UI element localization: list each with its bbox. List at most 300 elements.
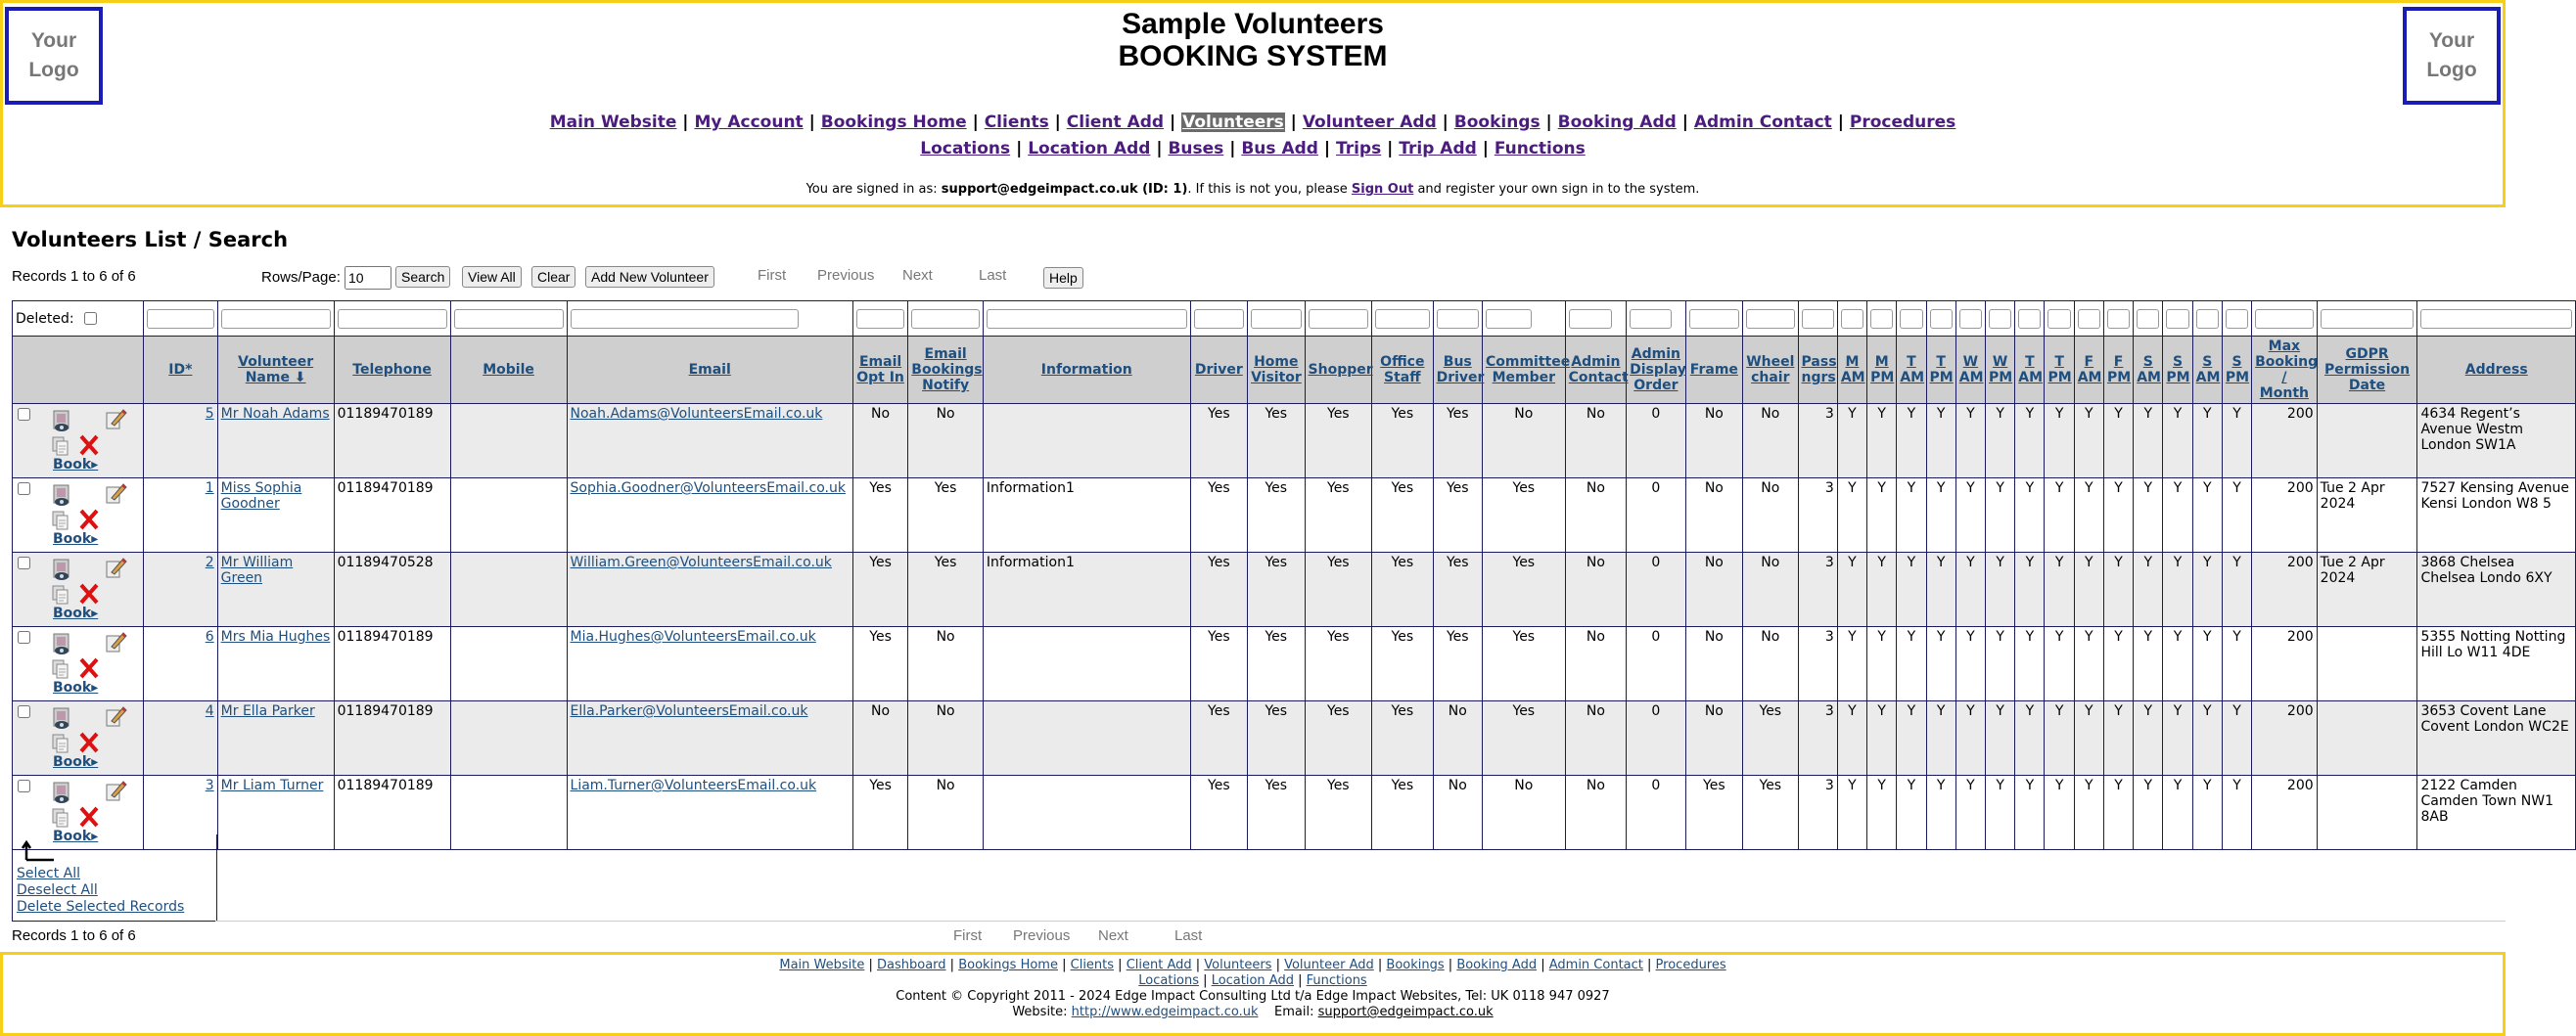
sort-s-am-link[interactable]: S AM <box>2195 354 2221 385</box>
availability-cell: Y <box>1867 404 1897 478</box>
nav-volunteer-add[interactable]: Volunteer Add <box>1284 958 1374 972</box>
availability-cell: Y <box>2015 701 2045 776</box>
book-link[interactable]: Book▸ <box>53 457 99 473</box>
view-icon <box>51 707 72 731</box>
filter-wheel-chair-input[interactable] <box>1746 309 1794 329</box>
sort-frame-link[interactable]: Frame <box>1689 362 1738 378</box>
rows-per-page-input[interactable] <box>345 266 391 290</box>
id-link[interactable]: 3 <box>205 778 214 793</box>
pager-previous[interactable]: Previous <box>817 267 875 284</box>
filter-pass-ngrs-input[interactable] <box>1802 309 1834 329</box>
nav-booking-add[interactable]: Booking Add <box>1456 958 1538 972</box>
sort-s-pm-link[interactable]: S PM <box>2225 354 2250 385</box>
sort-max-booking-month-link[interactable]: Max Booking / Month <box>2255 338 2319 401</box>
availability-cell: Y <box>1926 478 1955 553</box>
filter-shopper-input[interactable] <box>1309 309 1369 329</box>
nav-functions[interactable]: Functions <box>1306 973 1367 988</box>
filter-cell <box>450 301 567 337</box>
volunteer-name-link[interactable]: Miss Sophia Goodner <box>220 480 302 512</box>
availability-cell: Y <box>2103 701 2133 776</box>
filter-s-am-input[interactable] <box>2196 309 2219 329</box>
filter-s-pm-input[interactable] <box>2226 309 2248 329</box>
email-cell <box>567 553 852 627</box>
sort-t-pm-link[interactable]: T PM <box>1929 354 1954 385</box>
sort-email-opt-in-link[interactable]: Email Opt In <box>856 354 904 385</box>
sort-information-link[interactable]: Information <box>1040 362 1132 378</box>
filter-cell <box>852 301 907 337</box>
pager-next[interactable]: Next <box>902 267 933 284</box>
sort-volunteer-name-link[interactable]: Volunteer Name ⬇ <box>238 354 314 385</box>
availability-cell: Y <box>2222 553 2251 627</box>
filter-volunteer-name-input[interactable] <box>221 309 331 329</box>
table-row <box>13 776 2576 850</box>
volunteer-name-link[interactable]: Mr Ella Parker <box>220 703 315 719</box>
flag-cell: No <box>1482 776 1565 850</box>
sort-mobile-link[interactable]: Mobile <box>483 362 534 378</box>
filter-cell <box>1926 301 1955 337</box>
availability-cell: Y <box>1955 701 1985 776</box>
row-actions <box>13 627 144 701</box>
column-header <box>2163 337 2192 404</box>
list-toolbar <box>12 266 1186 290</box>
view-icon <box>51 484 72 508</box>
filter-driver-input[interactable] <box>1194 309 1244 329</box>
column-header <box>1798 337 1837 404</box>
site-header <box>0 0 2506 207</box>
availability-cell: Y <box>2222 627 2251 701</box>
pager-previous-bottom[interactable]: Previous <box>1013 927 1071 944</box>
nav-volunteer-add[interactable]: Volunteer Add <box>1302 113 1437 132</box>
availability-cell: Y <box>2074 478 2103 553</box>
availability-cell: Y <box>2192 776 2222 850</box>
row-checkbox[interactable] <box>18 631 30 644</box>
address-cell: 5355 Notting Notting Hill Lo W11 4DE <box>2417 627 2576 701</box>
max-booking-cell: 200 <box>2252 404 2318 478</box>
flag-cell: Yes <box>1190 553 1247 627</box>
view-icon <box>51 410 72 433</box>
delete-icon[interactable] <box>78 656 100 680</box>
sort-s-pm-link[interactable]: S PM <box>2166 354 2190 385</box>
column-header <box>2015 337 2045 404</box>
availability-cell: Y <box>2103 627 2133 701</box>
nav-dashboard[interactable]: Dashboard <box>877 958 946 972</box>
filter-w-am-input[interactable] <box>1959 309 1982 329</box>
filter-cell <box>2134 301 2163 337</box>
flag-cell: Yes <box>1248 701 1305 776</box>
bottom-pager <box>12 927 1203 951</box>
flag-cell: Yes <box>1685 776 1742 850</box>
mobile-cell <box>450 553 567 627</box>
flag-cell: Yes <box>1743 701 1798 776</box>
nav-location-add[interactable]: Location Add <box>1211 973 1294 988</box>
column-header <box>852 337 907 404</box>
filter-cell <box>2045 301 2074 337</box>
sort-admin-display-order-link[interactable]: Admin Display Order <box>1630 346 1686 393</box>
availability-cell: Y <box>1926 404 1955 478</box>
sort-home-visitor-link[interactable]: Home Visitor <box>1251 354 1302 385</box>
email-bookings-notify-cell: No <box>908 776 984 850</box>
delete-icon[interactable] <box>78 731 100 754</box>
filter-t-pm-input[interactable] <box>1930 309 1953 329</box>
filter-admin-display-order-input[interactable] <box>1630 309 1672 329</box>
nav-main-website[interactable]: Main Website <box>549 113 677 132</box>
nav-volunteers[interactable]: Volunteers <box>1182 113 1284 132</box>
nav-main-website[interactable]: Main Website <box>779 958 865 972</box>
filter-email-bookings-notify-input[interactable] <box>911 309 980 329</box>
deleted-filter <box>13 301 144 337</box>
filter-m-pm-input[interactable] <box>1870 309 1893 329</box>
sort-office-staff-link[interactable]: Office Staff <box>1380 354 1425 385</box>
availability-cell: Y <box>1926 701 1955 776</box>
delete-selected-link[interactable]: Delete Selected Records <box>17 899 185 915</box>
filter-cell <box>1305 301 1372 337</box>
copy-icon <box>51 807 70 829</box>
sort-address-link[interactable]: Address <box>2464 362 2528 378</box>
book-link[interactable]: Book▸ <box>53 754 99 770</box>
passengers-cell: 3 <box>1798 701 1837 776</box>
filter-admin-contact-input[interactable] <box>1569 309 1612 329</box>
filter-cell <box>1867 301 1897 337</box>
filter-frame-input[interactable] <box>1689 309 1739 329</box>
availability-cell: Y <box>2222 478 2251 553</box>
flag-cell: Yes <box>1482 478 1565 553</box>
sort-t-am-link[interactable]: T AM <box>1900 354 1925 385</box>
filter-cell <box>2417 301 2576 337</box>
deselect-all-link[interactable]: Deselect All <box>17 882 98 898</box>
id-link[interactable]: 6 <box>205 629 214 645</box>
help-button[interactable]: Help <box>1043 267 1083 289</box>
table-row <box>13 701 2576 776</box>
flag-cell: Yes <box>1482 553 1565 627</box>
mobile-cell <box>450 404 567 478</box>
column-header <box>2103 337 2133 404</box>
row-checkbox[interactable] <box>18 557 30 569</box>
availability-cell: Y <box>2192 701 2222 776</box>
email-opt-in-cell: Yes <box>852 478 907 553</box>
flag-cell: Yes <box>1372 553 1434 627</box>
flag-cell: Yes <box>1248 478 1305 553</box>
availability-cell: Y <box>2074 553 2103 627</box>
pager-first[interactable]: First <box>758 267 787 284</box>
volunteer-name-link[interactable]: Mr William Green <box>220 555 294 586</box>
sort-pass-ngrs-link[interactable]: Pass ngrs <box>1801 354 1837 385</box>
filter-information-input[interactable] <box>987 309 1187 329</box>
view-icon <box>51 633 72 656</box>
filter-s-am-input[interactable] <box>2137 309 2159 329</box>
row-checkbox[interactable] <box>18 482 30 495</box>
availability-cell: Y <box>1897 553 1926 627</box>
filter-cell <box>1372 301 1434 337</box>
filter-telephone-input[interactable] <box>338 309 447 329</box>
column-header <box>567 337 852 404</box>
id-link[interactable]: 2 <box>205 555 214 570</box>
flag-cell: No <box>1743 553 1798 627</box>
filter-address-input[interactable] <box>2420 309 2572 329</box>
filter-bus-driver-input[interactable] <box>1437 309 1479 329</box>
volunteer-name-link[interactable]: Mr Noah Adams <box>220 406 330 422</box>
view-icon <box>51 782 72 805</box>
book-link[interactable]: Book▸ <box>53 606 99 621</box>
sort-f-am-link[interactable]: F AM <box>2077 354 2102 385</box>
filter-email-opt-in-input[interactable] <box>856 309 904 329</box>
nav-location-add[interactable]: Location Add <box>1028 139 1151 158</box>
name-cell <box>217 404 334 478</box>
copy-icon <box>51 658 70 680</box>
passengers-cell: 3 <box>1798 478 1837 553</box>
email-bookings-notify-cell: No <box>908 701 984 776</box>
row-checkbox[interactable] <box>18 780 30 792</box>
flag-cell: No <box>1685 553 1742 627</box>
filter-id-input[interactable] <box>147 309 214 329</box>
delete-icon[interactable] <box>78 582 100 606</box>
filter-mobile-input[interactable] <box>454 309 564 329</box>
id-link[interactable]: 5 <box>205 406 214 422</box>
sort-m-pm-link[interactable]: M PM <box>1870 354 1895 385</box>
nav-locations[interactable]: Locations <box>920 139 1011 158</box>
nav-trip-add[interactable]: Trip Add <box>1399 139 1477 158</box>
flag-cell: No <box>1743 404 1798 478</box>
availability-cell: Y <box>2134 404 2163 478</box>
select-all-link[interactable]: Select All <box>17 866 80 881</box>
flag-cell: No <box>1565 776 1627 850</box>
nav-functions[interactable]: Functions <box>1494 139 1586 158</box>
nav-trips[interactable]: Trips <box>1335 139 1382 158</box>
flag-cell: Yes <box>1305 776 1372 850</box>
copy-icon <box>51 584 70 606</box>
site-title <box>3 8 2503 72</box>
nav-booking-add[interactable]: Booking Add <box>1557 113 1677 132</box>
availability-cell: Y <box>2074 701 2103 776</box>
filter-office-staff-input[interactable] <box>1375 309 1430 329</box>
address-cell: 3868 Chelsea Chelsea Londo 6XY <box>2417 553 2576 627</box>
availability-cell: Y <box>2045 701 2074 776</box>
availability-cell: Y <box>2163 553 2192 627</box>
availability-cell: Y <box>1837 701 1866 776</box>
sort-w-am-link[interactable]: W AM <box>1958 354 1984 385</box>
sort-email-link[interactable]: Email <box>688 362 731 378</box>
flag-cell: No <box>1685 627 1742 701</box>
pager-next-bottom[interactable]: Next <box>1098 927 1128 944</box>
filter-row <box>13 301 2576 337</box>
sort-driver-link[interactable]: Driver <box>1194 362 1243 378</box>
nav-client-add[interactable]: Client Add <box>1066 113 1165 132</box>
availability-cell: Y <box>2222 701 2251 776</box>
delete-icon[interactable] <box>78 433 100 457</box>
sort-admin-contact-link[interactable]: Admin Contact <box>1568 354 1629 385</box>
delete-icon[interactable] <box>78 508 100 531</box>
row-actions <box>13 478 144 553</box>
clear-button[interactable]: Clear <box>531 266 575 288</box>
view-all-button[interactable]: View All <box>462 266 522 288</box>
book-link[interactable]: Book▸ <box>53 680 99 696</box>
sort-w-pm-link[interactable]: W PM <box>1989 354 2013 385</box>
search-button[interactable]: Search <box>395 266 450 288</box>
availability-cell: Y <box>1955 627 1985 701</box>
email-link[interactable]: Sophia.Goodner@VolunteersEmail.co.uk <box>570 480 846 496</box>
nav-admin-contact[interactable]: Admin Contact <box>1548 958 1643 972</box>
telephone-cell: 01189470189 <box>334 701 450 776</box>
flag-cell: 0 <box>1627 701 1685 776</box>
pager-last[interactable]: Last <box>979 267 1007 284</box>
nav-bookings-home[interactable]: Bookings Home <box>820 113 967 132</box>
pager-first-bottom[interactable]: First <box>953 927 983 944</box>
actions-header <box>13 337 144 404</box>
nav-admin-contact[interactable]: Admin Contact <box>1693 113 1832 132</box>
sort-m-am-link[interactable]: M AM <box>1840 354 1865 385</box>
telephone-cell: 01189470189 <box>334 478 450 553</box>
availability-cell: Y <box>1837 776 1866 850</box>
information-cell <box>983 701 1190 776</box>
copy-icon <box>51 510 70 531</box>
information-cell <box>983 627 1190 701</box>
sort-gdpr-permission-date-link[interactable]: GDPR Permission Date <box>2324 346 2411 393</box>
nav-locations[interactable]: Locations <box>1138 973 1200 988</box>
deleted-checkbox[interactable] <box>84 312 97 325</box>
id-cell <box>144 627 218 701</box>
deleted-label: Deleted: <box>16 310 74 327</box>
email-link[interactable]: support@edgeimpact.co.uk <box>1317 1005 1494 1019</box>
availability-cell: Y <box>1926 553 1955 627</box>
flag-cell: 0 <box>1627 478 1685 553</box>
nav-buses[interactable]: Buses <box>1168 139 1224 158</box>
email-link[interactable]: Noah.Adams@VolunteersEmail.co.uk <box>570 406 823 422</box>
availability-cell: Y <box>2074 404 2103 478</box>
mobile-cell <box>450 627 567 701</box>
nav-bookings[interactable]: Bookings <box>1386 958 1445 972</box>
filter-t-pm-input[interactable] <box>2047 309 2070 329</box>
volunteer-name-link[interactable]: Mrs Mia Hughes <box>220 629 331 645</box>
sort-s-am-link[interactable]: S AM <box>2137 354 2161 385</box>
filter-w-pm-input[interactable] <box>1989 309 2011 329</box>
flag-cell: Yes <box>1372 478 1434 553</box>
availability-cell: Y <box>1867 776 1897 850</box>
edit-icon <box>104 780 127 803</box>
filter-max-booking-month-input[interactable] <box>2255 309 2314 329</box>
sort-committee-member-link[interactable]: Committee Member <box>1485 354 1571 385</box>
availability-cell: Y <box>1837 627 1866 701</box>
delete-icon[interactable] <box>78 805 100 829</box>
email-cell <box>567 776 852 850</box>
flag-cell: Yes <box>1433 404 1482 478</box>
id-link[interactable]: 1 <box>205 480 214 496</box>
row-checkbox[interactable] <box>18 705 30 718</box>
sort-t-pm-link[interactable]: T PM <box>2047 354 2072 385</box>
nav-bookings[interactable]: Bookings <box>1453 113 1541 132</box>
copy-icon <box>51 733 70 754</box>
telephone-cell: 01189470189 <box>334 627 450 701</box>
availability-cell: Y <box>2192 404 2222 478</box>
max-booking-cell: 200 <box>2252 478 2318 553</box>
book-link[interactable]: Book▸ <box>53 531 99 547</box>
availability-cell: Y <box>1955 478 1985 553</box>
availability-cell: Y <box>1837 553 1866 627</box>
sort-bus-driver-link[interactable]: Bus Driver <box>1436 354 1485 385</box>
nav-clients[interactable]: Clients <box>1070 958 1115 972</box>
website-label: Website: <box>1012 1005 1072 1019</box>
filter-t-am-input[interactable] <box>1900 309 1922 329</box>
filter-gdpr-permission-date-input[interactable] <box>2321 309 2415 329</box>
sort-t-am-link[interactable]: T AM <box>2018 354 2044 385</box>
pager-last-bottom[interactable]: Last <box>1174 927 1203 944</box>
row-checkbox[interactable] <box>18 408 30 421</box>
information-cell <box>983 776 1190 850</box>
records-count-bottom: Records 1 to 6 of 6 <box>12 927 136 944</box>
sort-shopper-link[interactable]: Shopper <box>1308 362 1373 378</box>
nav-volunteers[interactable]: Volunteers <box>1204 958 1272 972</box>
nav-clients[interactable]: Clients <box>984 113 1049 132</box>
availability-cell: Y <box>1926 776 1955 850</box>
flag-cell: Yes <box>1305 627 1372 701</box>
column-header <box>1955 337 1985 404</box>
flag-cell: Yes <box>1743 776 1798 850</box>
column-header <box>144 337 218 404</box>
filter-cell <box>1190 301 1247 337</box>
filter-m-am-input[interactable] <box>1841 309 1863 329</box>
email-link[interactable]: Mia.Hughes@VolunteersEmail.co.uk <box>570 629 816 645</box>
header-row <box>13 337 2576 404</box>
nav-procedures[interactable]: Procedures <box>1655 958 1726 972</box>
email-bookings-notify-cell: Yes <box>908 553 984 627</box>
email-link[interactable]: Liam.Turner@VolunteersEmail.co.uk <box>570 778 817 793</box>
availability-cell: Y <box>1837 478 1866 553</box>
filter-cell <box>2074 301 2103 337</box>
max-booking-cell: 200 <box>2252 776 2318 850</box>
filter-home-visitor-input[interactable] <box>1251 309 1301 329</box>
column-header <box>1837 337 1866 404</box>
book-link[interactable]: Book▸ <box>53 829 99 844</box>
id-cell <box>144 478 218 553</box>
nav-client-add[interactable]: Client Add <box>1126 958 1192 972</box>
email-link[interactable]: William.Green@VolunteersEmail.co.uk <box>570 555 832 570</box>
id-link[interactable]: 4 <box>205 703 214 719</box>
filter-f-am-input[interactable] <box>2078 309 2100 329</box>
address-cell: 3653 Covent Lane Covent London WC2E <box>2417 701 2576 776</box>
nav-bookings-home[interactable]: Bookings Home <box>958 958 1058 972</box>
sort-id-link[interactable]: ID* <box>168 362 193 378</box>
filter-email-input[interactable] <box>571 309 800 329</box>
filter-s-pm-input[interactable] <box>2166 309 2188 329</box>
nav-procedures[interactable]: Procedures <box>1849 113 1956 132</box>
max-booking-cell: 200 <box>2252 553 2318 627</box>
availability-cell: Y <box>1837 404 1866 478</box>
add-new-volunteer-button[interactable]: Add New Volunteer <box>585 266 714 288</box>
column-header <box>1926 337 1955 404</box>
filter-t-am-input[interactable] <box>2018 309 2041 329</box>
volunteer-name-link[interactable]: Mr Liam Turner <box>220 778 324 793</box>
flag-cell: Yes <box>1305 478 1372 553</box>
nav-my-account[interactable]: My Account <box>694 113 804 132</box>
filter-f-pm-input[interactable] <box>2107 309 2130 329</box>
sort-f-pm-link[interactable]: F PM <box>2106 354 2132 385</box>
availability-cell: Y <box>2163 404 2192 478</box>
sort-telephone-link[interactable]: Telephone <box>352 362 432 378</box>
filter-cell <box>2252 301 2318 337</box>
flag-cell: No <box>1565 553 1627 627</box>
flag-cell: Yes <box>1190 627 1247 701</box>
sort-wheel-chair-link[interactable]: Wheel chair <box>1746 354 1795 385</box>
column-header <box>1433 337 1485 404</box>
copy-icon <box>51 435 70 457</box>
filter-cell <box>567 301 852 337</box>
sign-out-link[interactable]: Sign Out <box>1351 182 1414 197</box>
website-link[interactable]: http://www.edgeimpact.co.uk <box>1071 1005 1259 1019</box>
email-link[interactable]: Ella.Parker@VolunteersEmail.co.uk <box>570 703 808 719</box>
nav-bus-add[interactable]: Bus Add <box>1241 139 1318 158</box>
sort-email-bookings-notify-link[interactable]: Email Bookings Notify <box>911 346 983 393</box>
availability-cell: Y <box>1986 478 2015 553</box>
availability-cell: Y <box>1986 553 2015 627</box>
filter-committee-member-input[interactable] <box>1486 309 1532 329</box>
